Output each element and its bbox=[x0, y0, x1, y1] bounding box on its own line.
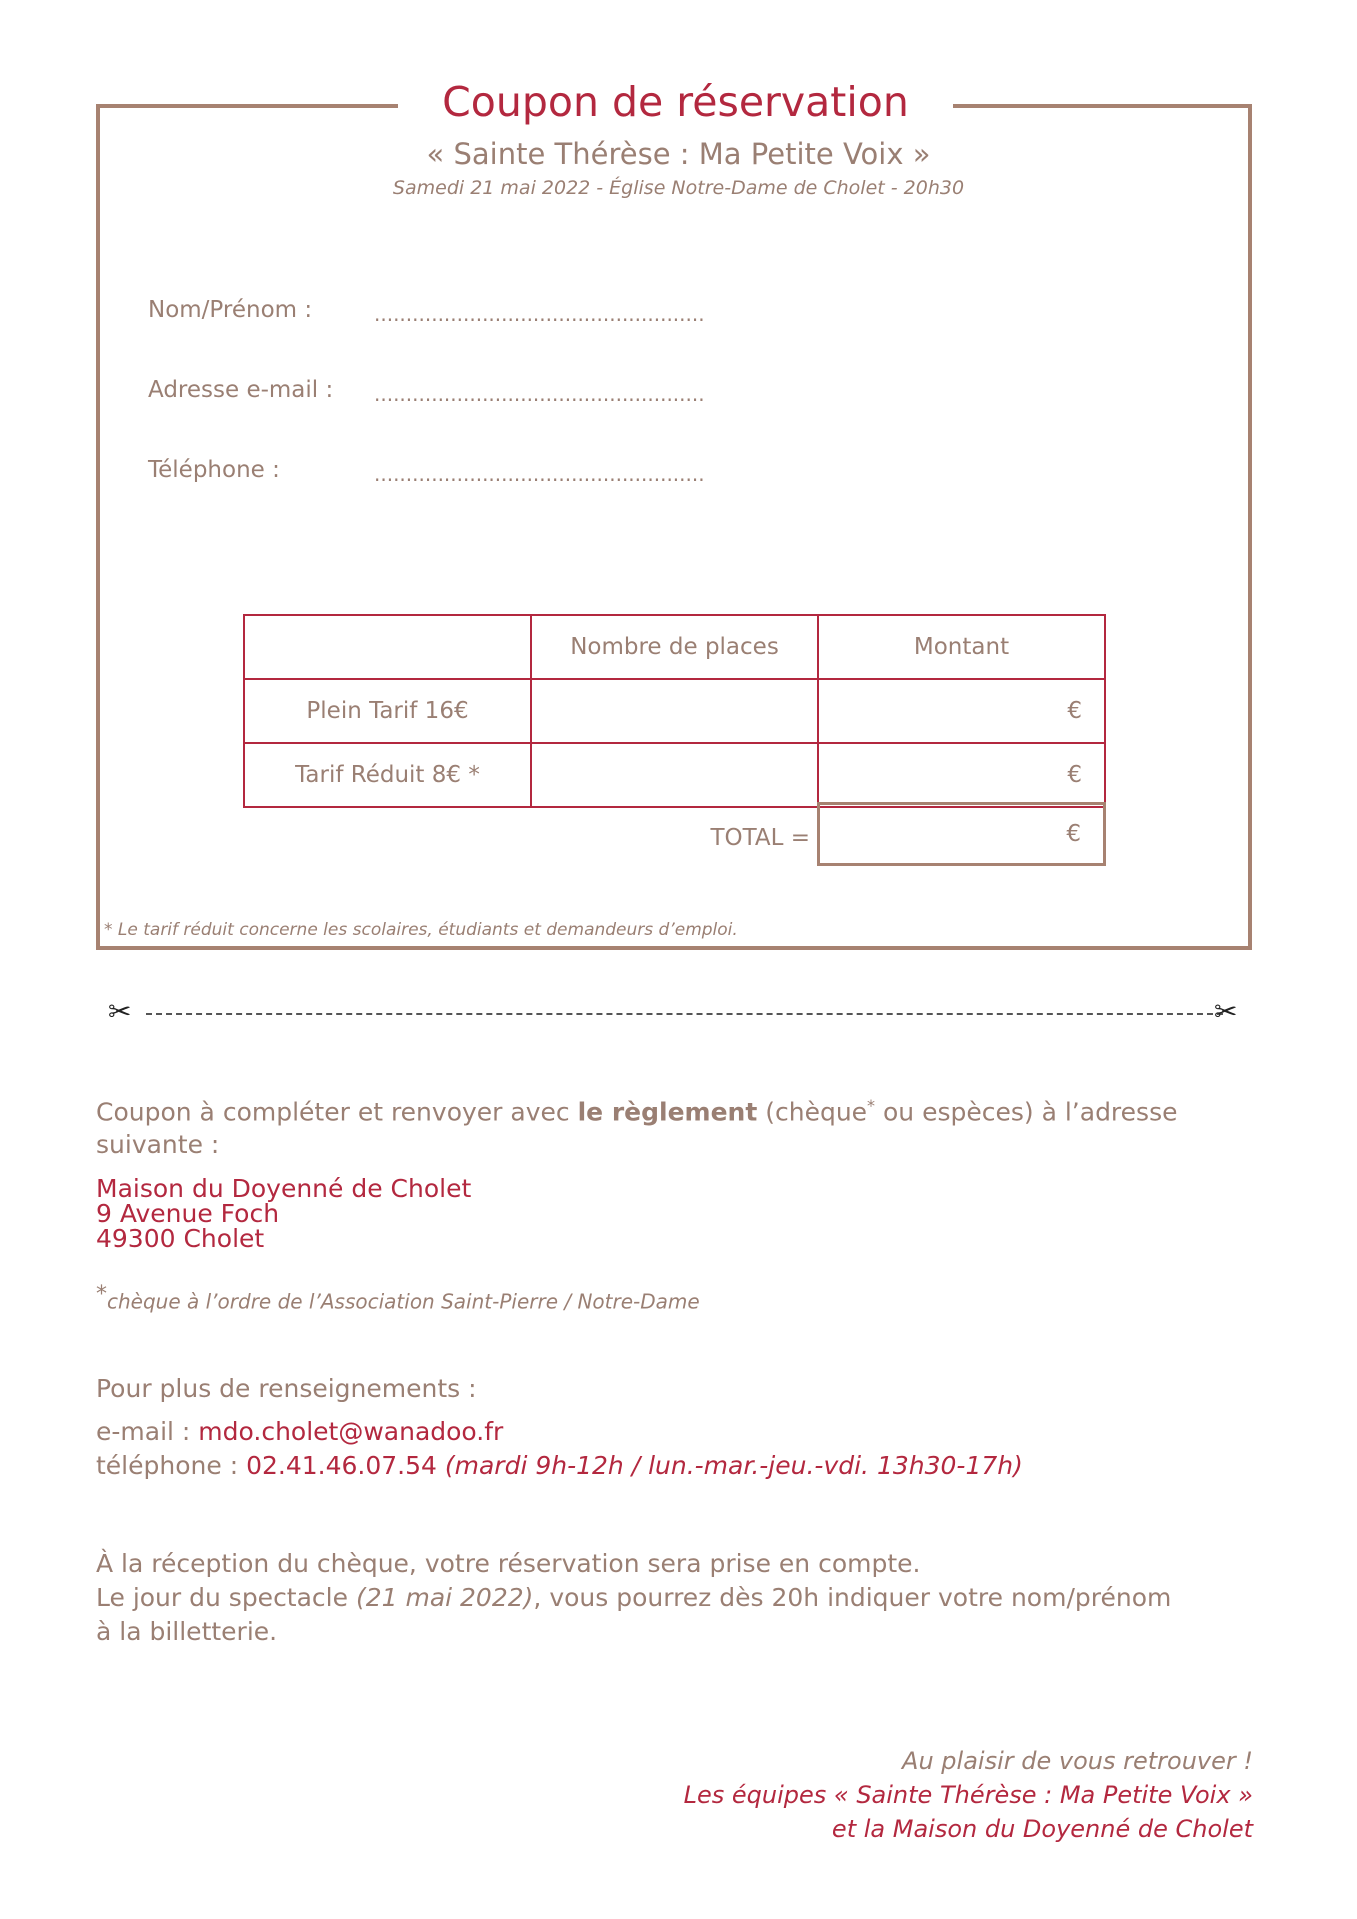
total-amount-input[interactable]: € bbox=[817, 802, 1106, 866]
table-header-row bbox=[244, 615, 1105, 679]
pricing-table bbox=[243, 614, 1106, 808]
instructions-text bbox=[96, 1089, 1177, 1161]
cheque-note-text: chèque à l’ordre de l’Association Saint-Pierre / Notre-Dame bbox=[107, 1289, 700, 1314]
scissors-icon: ✂ bbox=[108, 995, 132, 1028]
reception-part: , vous pourrez dès 20h indiquer votre nom/prénom bbox=[533, 1583, 1172, 1612]
table-header-amount: Montant bbox=[818, 615, 1105, 679]
contact-email-line bbox=[96, 1415, 503, 1448]
phone-label: Téléphone : bbox=[148, 457, 280, 483]
contact-phone-link[interactable]: 02.41.46.07.54 bbox=[246, 1451, 437, 1480]
contact-phone-line bbox=[96, 1449, 1023, 1482]
reception-part: Le jour du spectacle bbox=[96, 1583, 356, 1612]
email-label: e-mail : bbox=[96, 1417, 199, 1446]
address-line: 9 Avenue Foch bbox=[96, 1199, 280, 1228]
table-row bbox=[244, 679, 1105, 743]
asterisk: * bbox=[867, 1096, 876, 1115]
instructions-part: suivante : bbox=[96, 1130, 220, 1160]
places-full-price-input[interactable] bbox=[531, 679, 818, 743]
phone-field[interactable]: .................................................... bbox=[374, 462, 705, 486]
scissors-icon: ✂ bbox=[1214, 995, 1238, 1028]
address-line: 49300 Cholet bbox=[96, 1224, 265, 1253]
contact-heading: Pour plus de renseignements : bbox=[96, 1374, 477, 1403]
asterisk: * bbox=[96, 1282, 107, 1307]
cheque-note bbox=[96, 1282, 700, 1314]
phone-label: téléphone : bbox=[96, 1451, 247, 1480]
event-date-line: Samedi 21 mai 2022 - Église Notre-Dame de Cholet - 20h30 bbox=[392, 177, 965, 199]
reception-date: (21 mai 2022) bbox=[355, 1583, 534, 1612]
instructions-bold: le règlement bbox=[577, 1097, 758, 1127]
name-field[interactable]: .................................................... bbox=[374, 302, 705, 326]
signoff-line: et la Maison du Doyenné de Cholet bbox=[831, 1815, 1253, 1843]
row-label-reduced-price: Tarif Réduit 8€ * bbox=[244, 743, 531, 807]
address-line: Maison du Doyenné de Cholet bbox=[96, 1174, 472, 1203]
reception-line bbox=[96, 1581, 1171, 1614]
amount-reduced-price-input[interactable]: € bbox=[818, 743, 1105, 807]
cut-line bbox=[146, 1013, 1223, 1015]
table-row bbox=[244, 743, 1105, 807]
email-label: Adresse e-mail : bbox=[148, 377, 334, 403]
instructions-part: ou espèces) à l’adresse bbox=[875, 1097, 1178, 1127]
contact-email-link[interactable]: mdo.cholet@wanadoo.fr bbox=[198, 1417, 504, 1446]
instructions-part: Coupon à compléter et renvoyer avec bbox=[96, 1097, 578, 1127]
table-header-empty bbox=[244, 615, 531, 679]
reception-line: À la réception du chèque, votre réservation sera prise en compte. bbox=[96, 1549, 921, 1578]
email-field[interactable]: .................................................... bbox=[374, 382, 705, 406]
instructions-part: (chèque bbox=[757, 1097, 868, 1127]
page-title: Coupon de réservation bbox=[398, 70, 953, 134]
total-label: TOTAL = bbox=[710, 825, 810, 851]
row-label-full-price: Plein Tarif 16€ bbox=[244, 679, 531, 743]
places-reduced-price-input[interactable] bbox=[531, 743, 818, 807]
amount-full-price-input[interactable]: € bbox=[818, 679, 1105, 743]
reception-line: à la billetterie. bbox=[96, 1617, 278, 1646]
signoff-line: Les équipes « Sainte Thérèse : Ma Petite Voix » bbox=[683, 1781, 1253, 1809]
table-header-places: Nombre de places bbox=[531, 615, 818, 679]
name-label: Nom/Prénom : bbox=[148, 297, 313, 323]
reduced-price-footnote: * Le tarif réduit concerne les scolaires, étudiants et demandeurs d’emploi. bbox=[104, 920, 738, 940]
event-subtitle: « Sainte Thérèse : Ma Petite Voix » bbox=[426, 137, 931, 171]
contact-hours: (mardi 9h-12h / lun.-mar.-jeu.-vdi. 13h30-17h) bbox=[436, 1451, 1023, 1480]
signoff-line: Au plaisir de vous retrouver ! bbox=[902, 1747, 1253, 1775]
